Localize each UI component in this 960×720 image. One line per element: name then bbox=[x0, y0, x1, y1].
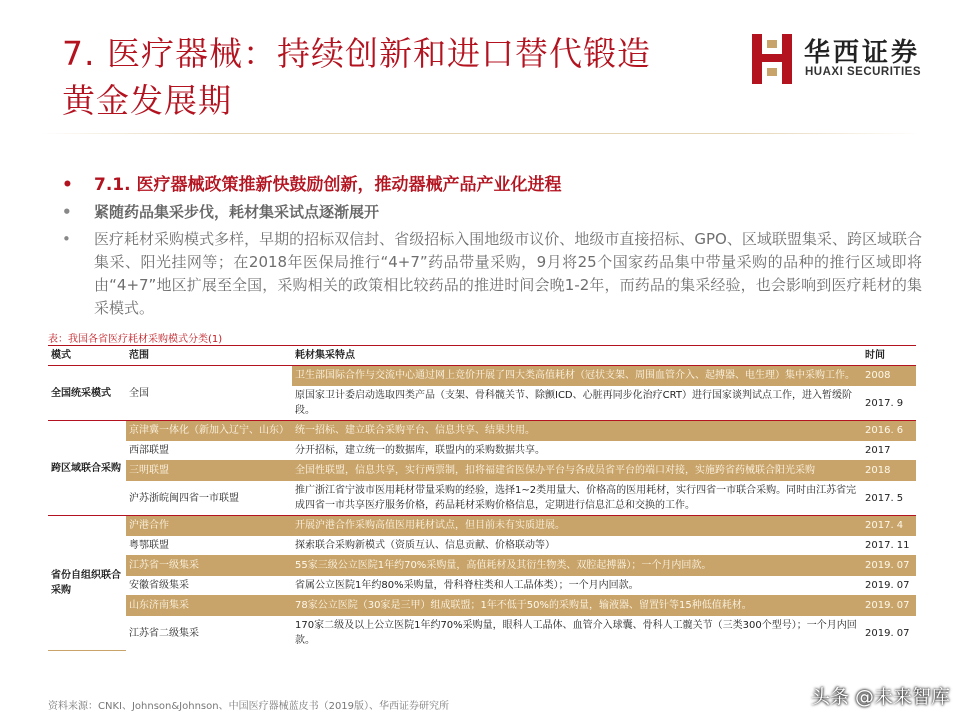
table-row bbox=[48, 461, 916, 481]
table-header-row bbox=[48, 346, 916, 366]
table-row bbox=[48, 536, 916, 556]
scope-cell: 粤鄂联盟 bbox=[126, 536, 292, 556]
feature-cell: 全国性联盟，信息共享，实行两票制，扣将福建省医保办平台与各成员省平台的端口对接，实施跨省药械联合阳光采购 bbox=[292, 461, 862, 481]
table-row bbox=[48, 616, 916, 651]
scope-cell: 沪苏浙皖闽四省一市联盟 bbox=[126, 481, 292, 516]
feature-cell: 170家二级及以上公立医院1年约70%采购量，眼科人工晶体、血管介入球囊、骨科人工髋关节（三类300个型号）；一个月内回款。 bbox=[295, 620, 857, 646]
feature-cell: 探索联合采购新模式（资质互认、信息贡献、价格联动等） bbox=[292, 536, 862, 556]
scope-cell: 全国 bbox=[126, 366, 292, 421]
time-cell: 2017. 4 bbox=[862, 516, 916, 536]
bullet-item bbox=[62, 172, 922, 198]
scope-cell: 京津冀一体化（新加入辽宁、山东） bbox=[126, 421, 292, 441]
feature-cell: 55家三级公立医院1年约70%采购量，高值耗材及其衍生物类、双腔起搏器）；一个月内回款。 bbox=[292, 556, 862, 576]
logo-name-cn: 华西证券 bbox=[804, 38, 921, 68]
time-cell: 2018 bbox=[862, 461, 916, 481]
watermark: 头条 @未来智库 bbox=[810, 686, 950, 708]
col-header-time: 时间 bbox=[862, 346, 916, 366]
time-cell: 2019. 07 bbox=[865, 627, 910, 639]
bullet-text: 医疗耗材采购模式多样，早期的招标双信封、省级招标入围地级市议价、地级市直接招标、GPO、区域联盟集采、跨区域联合集采、阳光挂网等；在2018年医保局推行“4+7”药品带量采购，9月将25个国家药品集中带量采购的品种的推行区域即将由“4+7”地区扩展至全国，采购相关的政策相比较药品的推进时间会晚1-2年，而药品的集采经验，也会影响到医疗耗材的集采模式。 bbox=[94, 230, 922, 317]
scope-cell: 安徽省级集采 bbox=[126, 576, 292, 596]
col-header-feature: 耗材集采特点 bbox=[292, 346, 862, 366]
feature-cell: 卫生部国际合作与交流中心通过网上竞价开展了四大类高值耗材（冠状支架、周围血管介入、起搏器、电生理）集中采购工作。 bbox=[292, 366, 862, 386]
bullet-item bbox=[62, 228, 922, 320]
time-cell: 2019. 07 bbox=[862, 556, 916, 576]
scope-cell: 西部联盟 bbox=[126, 441, 292, 461]
feature-cell: 原国家卫计委启动选取四类产品（支架、骨科髋关节、除颤ICD、心脏再同步化治疗CRT）进行国家谈判试点工作，进入暂缓阶段。 bbox=[292, 386, 862, 421]
mode-cell: 省份自组织联合采购 bbox=[48, 516, 126, 651]
scope-cell: 山东济南集采 bbox=[126, 596, 292, 616]
time-cell: 2019. 07 bbox=[862, 576, 916, 596]
bullet-dot-icon: • bbox=[62, 203, 72, 221]
table-row bbox=[48, 366, 916, 386]
slide-title bbox=[62, 30, 742, 124]
table-caption: 表：我国各省医疗耗材采购模式分类(1) bbox=[48, 334, 223, 345]
scope-cell: 沪港合作 bbox=[126, 516, 292, 536]
scope-cell: 三明联盟 bbox=[126, 461, 292, 481]
feature-cell: 分开招标，建立统一的数据库，联盟内的采购数据共享。 bbox=[292, 441, 862, 461]
bullet-text: 7.1. 医疗器械政策推新快鼓励创新，推动器械产品产业化进程 bbox=[94, 175, 562, 195]
feature-cell: 开展沪港合作采购高值医用耗材试点，但目前未有实质进展。 bbox=[292, 516, 862, 536]
mode-cell: 跨区域联合采购 bbox=[48, 421, 126, 516]
procurement-mode-table bbox=[48, 345, 916, 651]
feature-cell: 78家公立医院（30家是三甲）组成联盟；1年不低于50%的采购量，输液器、留置针等15种低值耗材。 bbox=[292, 596, 862, 616]
bullet-dot-icon: • bbox=[62, 230, 71, 248]
bullet-item bbox=[62, 200, 922, 224]
table-row bbox=[48, 481, 916, 516]
source-note: 资料来源：CNKI、Johnson&Johnson、中国医疗器械蓝皮书（2019版）、华西证券研究所 bbox=[48, 701, 450, 712]
table-row bbox=[48, 576, 916, 596]
bullet-dot-icon: • bbox=[62, 175, 73, 195]
header-divider bbox=[40, 133, 920, 134]
table-row bbox=[48, 596, 916, 616]
table-row bbox=[48, 441, 916, 461]
slide-title-line-2: 黄金发展期 bbox=[62, 81, 232, 120]
table-row bbox=[48, 556, 916, 576]
table-row bbox=[48, 421, 916, 441]
slide-title-line-1: 7. 医疗器械：持续创新和进口替代锻造 bbox=[62, 34, 651, 73]
time-cell: 2017. 11 bbox=[862, 536, 916, 556]
time-cell: 2017. 9 bbox=[862, 386, 916, 421]
scope-cell: 江苏省二级集采 bbox=[129, 627, 199, 639]
col-header-mode: 模式 bbox=[48, 346, 126, 366]
bullet-text: 紧随药品集采步伐，耗材集采试点逐渐展开 bbox=[94, 203, 380, 221]
feature-cell: 统一招标、建立联合采购平台、信息共享、结果共用。 bbox=[292, 421, 862, 441]
huaxi-logo-mark-icon bbox=[748, 32, 796, 86]
scope-cell: 江苏省一级集采 bbox=[126, 556, 292, 576]
time-cell: 2017 bbox=[862, 441, 916, 461]
huaxi-logo bbox=[748, 30, 948, 88]
mode-cell: 全国统采模式 bbox=[48, 366, 126, 421]
time-cell: 2008 bbox=[862, 366, 916, 386]
time-cell: 2016. 6 bbox=[862, 421, 916, 441]
logo-name-en: HUAXI SECURITIES bbox=[805, 66, 921, 78]
table-row bbox=[48, 516, 916, 536]
feature-cell: 推广浙江省宁波市医用耗材带量采购的经验，选择1~2类用量大、价格高的医用耗材，实行四省一市联合采购。同时由江苏省完成四省一市共享医疗服务价格，药品耗材采购价格信息，定期进行信息汇总和交换的工作。 bbox=[292, 481, 862, 516]
time-cell: 2017. 5 bbox=[862, 481, 916, 516]
feature-cell: 省属公立医院1年约80%采购量，骨科脊柱类和人工晶体类）；一个月内回款。 bbox=[292, 576, 862, 596]
time-cell: 2019. 07 bbox=[862, 596, 916, 616]
col-header-scope: 范围 bbox=[126, 346, 292, 366]
bullet-list bbox=[62, 172, 922, 320]
